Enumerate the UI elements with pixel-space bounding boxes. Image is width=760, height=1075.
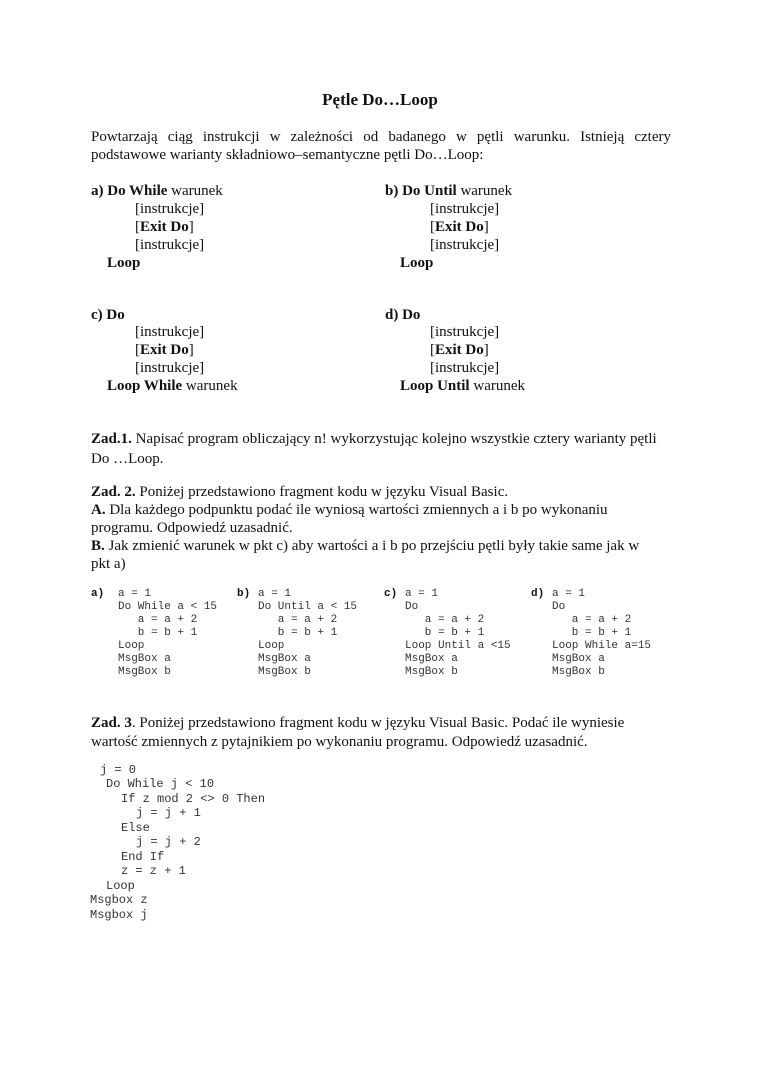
task-2-intro: Zad. 2. Poniżej przedstawiono fragment kodu w języku Visual Basic. — [91, 484, 509, 500]
variant-c-body1: [instrukcje] — [135, 324, 205, 340]
variant-a-body1: [instrukcje] — [135, 201, 205, 217]
task-1-line2: Do …Loop. — [91, 451, 164, 467]
code-line: If z mod 2 <> 0 Then — [121, 792, 266, 806]
code-line: z = z + 1 — [121, 864, 186, 878]
code-line: MsgBox a — [405, 653, 458, 665]
code-line: MsgBox b — [118, 666, 171, 678]
variant-label: a) — [91, 183, 104, 199]
code-line: a = 1 — [258, 588, 292, 600]
variant-d-tail: Loop Until warunek — [400, 378, 526, 394]
code-line: a = 1 — [405, 588, 439, 600]
code-line: a = a + 2 — [258, 614, 338, 626]
code-line: b = b + 1 — [118, 627, 198, 639]
code-line: Do While j < 10 — [106, 777, 215, 791]
task-label: Zad. 2. — [91, 484, 136, 500]
code-line: a = 1 — [118, 588, 152, 600]
variant-b-head: b) Do Until warunek — [385, 183, 513, 199]
variant-c-exit: [Exit Do] — [135, 342, 194, 358]
variant-b-body1: [instrukcje] — [430, 201, 500, 217]
code-line: End If — [121, 850, 165, 864]
intro-paragraph: Powtarzają ciąg instrukcji w zależności od badanego w pętli warunku. Istnieją cztery podstawowe warianty składniowo–semantyczne pętli Do…Loop: — [91, 129, 671, 163]
code-line: Loop — [258, 640, 285, 652]
keyword: Do While — [107, 183, 168, 199]
task-2-part-a: A. Dla każdego podpunktu podać ile wyniosą wartości zmiennych a i b po wykonaniu — [91, 502, 608, 518]
variant-b-tail: Loop — [400, 255, 434, 271]
code-line: MsgBox b — [405, 666, 458, 678]
variant-d-body2: [instrukcje] — [430, 360, 500, 376]
code-line: MsgBox b — [258, 666, 311, 678]
variant-label: c) — [91, 307, 103, 323]
variant-b-body2: [instrukcje] — [430, 237, 500, 253]
keyword: Do — [106, 307, 125, 323]
variant-c-body2: [instrukcje] — [135, 360, 205, 376]
code-line: Do — [405, 601, 419, 613]
code-line: MsgBox b — [552, 666, 605, 678]
code-line: Do Until a < 15 — [258, 601, 358, 613]
code-line: j = 0 — [100, 763, 137, 777]
code-line: a = a + 2 — [405, 614, 485, 626]
keyword: Do Until — [402, 183, 457, 199]
task-label: Zad.1. — [91, 431, 132, 447]
code-line: Loop — [118, 640, 145, 652]
page-title: Pętle Do…Loop — [322, 90, 438, 109]
variant-d-exit: [Exit Do] — [430, 342, 489, 358]
code-line: j = j + 1 — [136, 806, 201, 820]
code-line: a = 1 — [552, 588, 586, 600]
task-2-part-b-cont: pkt a) — [91, 556, 126, 572]
keyword: Do — [402, 307, 421, 323]
variant-c-head — [91, 306, 125, 324]
code-line: Msgbox j — [90, 908, 148, 922]
code-line: Loop While a=15 — [552, 640, 652, 652]
code-line: Loop Until a <15 — [405, 640, 511, 652]
task-2-part-b: B. Jak zmienić warunek w pkt c) aby wartości a i b po przejściu pętli były takie same jak w — [91, 538, 640, 554]
variant-d-body1: [instrukcje] — [430, 324, 500, 340]
code-line: a = a + 2 — [552, 614, 632, 626]
task-3-line2: wartość zmiennych z pytajnikiem po wykonaniu programu. Odpowiedź uzasadnić. — [91, 734, 588, 750]
task-1-line1: Zad.1. Napisać program obliczający n! wykorzystując kolejno wszystkie cztery warianty pętli — [91, 431, 657, 447]
variant-label: b) — [385, 183, 399, 199]
variant-c-tail: Loop While warunek — [107, 378, 238, 394]
code-line: b = b + 1 — [405, 627, 485, 639]
code-label: c) — [384, 588, 398, 600]
variant-a-head: a) Do While warunek — [91, 183, 223, 199]
code-line: j = j + 2 — [136, 835, 201, 849]
task-3-line1: Zad. 3. Poniżej przedstawiono fragment kodu w języku Visual Basic. Podać ile wyniesie — [91, 715, 625, 731]
code-label: b) — [237, 588, 251, 600]
variant-a-body2: [instrukcje] — [135, 237, 205, 253]
task-label: Zad. 3 — [91, 715, 132, 731]
code-line: Else — [121, 821, 150, 835]
code-line: b = b + 1 — [258, 627, 338, 639]
variant-d-head — [385, 306, 420, 324]
code-line: MsgBox a — [552, 653, 605, 665]
code-line: MsgBox a — [118, 653, 171, 665]
code-line: Loop — [106, 879, 135, 893]
code-line: Do — [552, 601, 566, 613]
variant-label: d) — [385, 307, 399, 323]
code-line: MsgBox a — [258, 653, 311, 665]
code-label: a) — [91, 588, 105, 600]
variant-a-tail: Loop — [107, 255, 141, 271]
code-label: d) — [531, 588, 545, 600]
code-line: Msgbox z — [90, 893, 148, 907]
code-line: Do While a < 15 — [118, 601, 218, 613]
variant-b-exit: [Exit Do] — [430, 219, 489, 235]
code-line: a = a + 2 — [118, 614, 198, 626]
task-2-part-a-cont: programu. Odpowiedź uzasadnić. — [91, 520, 293, 536]
code-line: b = b + 1 — [552, 627, 632, 639]
variant-a-exit: [Exit Do] — [135, 219, 194, 235]
